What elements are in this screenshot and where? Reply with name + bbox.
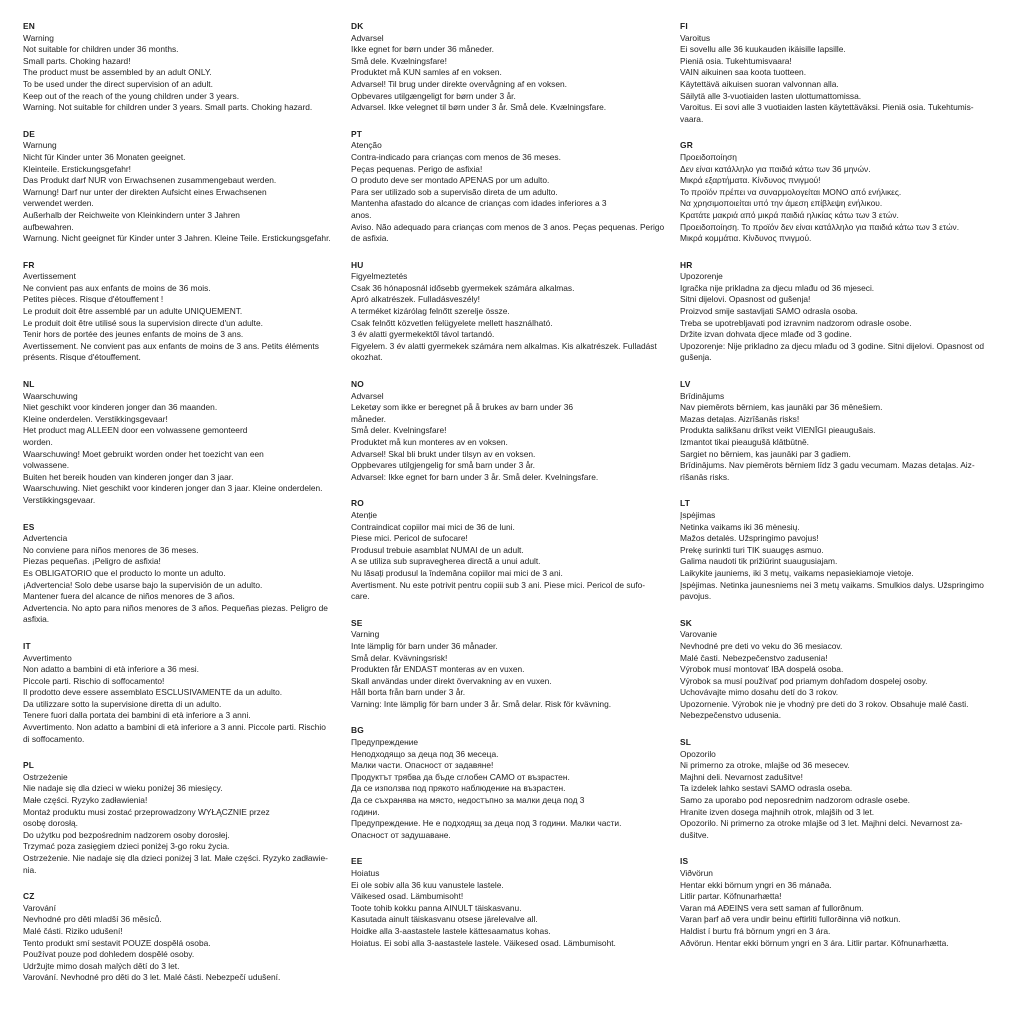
language-code: IT [23,640,31,651]
warning-text-line: Uchovávajte mimo dosahu detí do 3 rokov. [680,687,839,698]
language-column [351,21,669,964]
warning-text-line: Varan þarf að vera undir beinu eftirliti fullorðinna við notkun. [680,914,901,925]
warning-block-bg [351,725,669,841]
warning-text-line: Sargiet no bērniem, kas jaunāki par 3 gadiem. [680,448,851,459]
language-code: FR [23,259,35,270]
warning-text-line: Να χρησιμοποιείται υπό την άμεση επίβλεψη ενήλικου. [680,198,883,209]
warning-text-line: Držite izvan dohvata djece mlađe od 3 godine. [680,329,852,340]
language-code: HR [680,259,693,270]
warning-heading: Avertissement [23,271,76,282]
warning-text-line: Hoidke alla 3-aastastele lastele kättesaamatus kohas. [351,925,551,936]
language-code: PT [351,128,363,139]
warning-text-line: Verstikkingsgevaar. [23,494,96,505]
warning-text-line: Mantenha afastado do alcance de crianças com idades inferiores a 3 [351,198,607,209]
warning-text-line: Aviso. Não adequado para crianças com menos de 3 anos. Peças pequenas. Perigo [351,221,665,232]
warning-text-line: O produto deve ser montado APENAS por um adulto. [351,175,550,186]
warning-text-line: Opozorilo. Ni primerno za otroke mlajše od 3 let. Majhni delci. Nevarnost za- [680,818,963,829]
warning-block-nl [23,379,341,507]
warning-text-line: Προειδοποίηση. Το προϊόν δεν είναι κατάλληλο για παιδιά κάτω των 3 ετών. [680,221,960,232]
warning-text-line: Ni primerno za otroke, mlajše od 36 mesecev. [680,760,850,771]
warning-block-lv [680,379,998,483]
warning-text-line: Nicht für Kinder unter 36 Monaten geeignet. [23,151,186,162]
warning-block-sk [680,618,998,722]
warning-text-line: Litlir partar. Köfnunarhætta! [680,891,782,902]
warning-text-line: Varning: Inte lämplig för barn under 3 år. Små delar. Risk för kvävning. [351,698,612,709]
warning-text-line: Käytettävä aikuisen suoran valvonnan alla. [680,78,839,89]
warning-text-line: Nevhodné pre deti vo veku do 36 mesiacov. [680,640,843,651]
warning-text-line: Piccole parti. Rischio di soffocamento! [23,675,165,686]
warning-heading: Varování [23,902,56,913]
warning-heading: Advarsel [351,390,384,401]
language-code: PL [23,760,35,771]
language-code: BG [351,725,364,736]
warning-text-line: Varoitus. Ei sovi alle 3 vuotiaiden lasten käytettäväksi. Pieniä osia. Tukehtumis- [680,102,974,113]
warning-text-line: Το προϊόν πρέπει να συναρμολογείται ΜΟΝΟ από ενήλικες. [680,186,902,197]
warning-text-line: Mazas detaļas. Aizrīšanās risks! [680,413,800,424]
warning-text-line: Da utilizzare sotto la supervisione diretta di un adulto. [23,698,222,709]
warning-text-line: Да се използва под прякото наблюдение на възрастен. [351,783,566,794]
warning-text-line: Pieniä osia. Tukehtumisvaara! [680,55,792,66]
warning-text-line: Buiten het bereik houden van kinderen jonger dan 3 jaar. [23,471,234,482]
warning-text-line: Nav piemērots bērniem, kas jaunāki par 36 mēnešiem. [680,402,883,413]
warning-block-it [23,641,341,745]
warning-text-line: A se utiliza sub supravegherea directă a unui adult. [351,556,541,567]
language-code: LT [680,498,691,509]
warning-text-line: Le produit doit être utilisé sous la supervision directe d'un adulte. [23,317,263,328]
warning-text-line: worden. [23,437,53,447]
warning-text-line: ¡Advertencia! Solo debe usarse bajo la supervisión de un adulto. [23,579,263,590]
language-code: IS [680,856,689,867]
warning-text-line: Haldist í burtu frá börnum yngri en 3 ára. [680,925,831,936]
warning-heading: Opozorilo [680,748,716,759]
warning-text-line: Piese mici. Pericol de sufocare! [351,533,468,544]
warning-text-line: Opbevares utilgængeligt for børn under 3 år. [351,90,516,101]
language-code: RO [351,498,364,509]
warning-text-line: Varování. Nevhodné pro děti do 3 let. Malé části. Nebezpečí udušení. [23,972,281,983]
warning-text-line: Le produit doit être assemblé par un adulte UNIQUEMENT. [23,306,243,317]
warning-block-sl [680,737,998,841]
warning-text-line: Nu lăsați produsul la îndemâna copiilor mai mici de 3 ani. [351,567,563,578]
warning-text-line: Ikke egnet for børn under 36 måneder. [351,44,494,55]
warning-text-line: Produsul trebuie asamblat NUMAI de un adult. [351,544,524,555]
warning-text-line: Advarsel: Ikke egnet for barn under 3 år. Små deler. Kvelningsfare. [351,471,599,482]
warning-text-line: Malé části. Riziko udušení! [23,925,123,936]
warning-text-line: Waarschuwing! Moet gebruikt worden onder het toezicht van een [23,448,264,459]
warning-text-line: Advarsel! Til brug under direkte overvågning af en voksen. [351,78,568,89]
warning-text-line: Avertissement. Ne convient pas aux enfants de moins de 3 ans. Petits éléments [23,340,319,351]
warning-text-line: Mantener fuera del alcance de niños menores de 3 años. [23,591,235,602]
warning-heading: Brīdinājums [680,390,725,401]
warning-text-line: okozhat. [351,352,383,363]
warning-text-line: Produktet må kun monteres av en voksen. [351,437,508,447]
warning-text-line: Inte lämplig för barn under 36 månader. [351,640,498,651]
language-code: HU [351,259,364,270]
warning-text-line: rīšanās risks. [680,471,730,482]
warning-heading: Προειδοποίηση [680,151,737,162]
warning-text-line: A terméket kizárólag felnőtt szerelje össze. [351,306,510,317]
warning-text-line: години. [351,806,380,817]
language-code: CZ [23,891,35,902]
warning-text-line: Kasutada ainult täiskasvanu otsese järelevalve all. [351,914,538,925]
warning-text-line: Niet geschikt voor kinderen jonger dan 36 maanden. [23,402,218,413]
warning-text-line: måneder. [351,413,386,424]
warning-block-ee [351,856,669,949]
warning-heading: Figyelmeztetés [351,271,408,282]
warning-text-line: Izmantot tikai pieaugušā klātbūtnē. [680,437,809,447]
warning-text-line: Igračka nije prikladna za djecu mlađu od 36 mjeseci. [680,282,875,293]
warning-text-line: pavojus. [680,591,712,602]
warning-heading: Įspėjimas [680,509,716,520]
warning-block-pt [351,129,669,245]
warning-text-line: Неподходящо за деца под 36 месеца. [351,748,499,759]
warning-text-line: Μικρά κομμάτια. Κίνδυνος πνιγμού. [680,233,812,244]
warning-text-line: Brīdinājums. Nav piemērots bērniem līdz 3 gadu vecumam. Mazas detaļas. Aiz- [680,460,975,471]
warning-text-line: Advertencia. No apto para niños menores de 3 años. Pequeñas piezas. Peligro de [23,602,328,613]
warning-text-line: Varan má AÐEINS vera sett saman af fullorðnum. [680,902,864,913]
warning-text-line: Małe części. Ryzyko zadławienia! [23,795,148,806]
warning-block-pl [23,760,341,876]
warning-text-line: Sitni dijelovi. Opasnost od gušenja! [680,294,811,305]
warning-text-line: Petites pièces. Risque d'étouffement ! [23,294,164,305]
warning-block-hr [680,260,998,364]
warning-text-line: Да се съхранява на място, недостъпно за малки деца под 3 [351,795,585,806]
warning-block-is [680,856,998,949]
warning-text-line: Piezas pequeñas. ¡Peligro de asfixia! [23,556,161,567]
warning-text-line: Säilytä alle 3-vuotiaiden lasten ulottumattomissa. [680,90,862,101]
language-code: EE [351,856,363,867]
warning-text-line: Prekę surinkti turi TIK suaugęs asmuo. [680,544,824,555]
warning-text-line: Produkta salikšanu drīkst veikt VIENĪGI pieaugušais. [680,425,876,436]
warning-text-line: Apró alkatrészek. Fulladásveszély! [351,294,480,305]
warning-text-line: Hranite izven dosega majhnih otrok, mlajših od 3 let. [680,806,875,817]
warning-text-line: Håll borta från barn under 3 år. [351,687,466,698]
warning-text-line: 3 év alatti gyermekektől távol tartandó. [351,329,495,340]
warning-text-line: Warnung. Nicht geeignet für Kinder unter 3 Jahren. Kleine Teile. Erstickungsgefahr. [23,233,331,244]
warning-text-line: Contraindicat copiilor mai mici de 36 de luni. [351,521,515,532]
warning-text-line: Upozornenie. Výrobok nie je vhodný pre deti do 3 rokov. Obsahuje malé časti. [680,698,969,709]
warning-text-line: Advarsel! Skal bli brukt under tilsyn av en voksen. [351,448,536,459]
warning-text-line: Es OBLIGATORIO que el producto lo monte un adulto. [23,567,226,578]
warning-text-line: Hoiatus. Ei sobi alla 3-aastastele lastele. Väikesed osad. Lämbumisoht. [351,937,616,948]
warning-block-lt [680,498,998,602]
language-code: FI [680,21,688,31]
warning-heading: Varovanie [680,629,718,640]
language-column [680,21,998,964]
warning-text-line: Výrobok musí montovať IBA dospelá osoba. [680,664,844,675]
warning-text-line: Leketøy som ikke er beregnet på å brukes av barn under 36 [351,402,574,413]
warning-text-line: Aðvörun. Hentar ekki börnum yngri en 3 ára. Litlir partar. Köfnunarhætta. [680,937,949,948]
warning-text-line: aufbewahren. [23,221,74,232]
warning-block-ro [351,498,669,602]
warning-text-line: Ta izdelek lahko sestavi SAMO odrasla oseba. [680,783,853,794]
warning-heading: Atenție [351,509,378,520]
warning-heading: Varoitus [680,32,711,43]
warning-text-line: osobę dorosłą. [23,818,78,829]
warning-text-line: Ne convient pas aux enfants de moins de 36 mois. [23,282,211,293]
warning-text-line: Not suitable for children under 36 months. [23,44,179,55]
warning-text-line: Små dele. Kvælningsfare! [351,55,447,66]
warning-text-line: Avertisment. Nu este potrivit pentru copiii sub 3 ani. Piese mici. Pericol de sufo- [351,579,646,590]
warning-text-line: asfixia. [23,614,50,625]
warning-heading: Warnung [23,140,57,151]
warning-text-line: dušitve. [680,829,709,840]
warning-text-line: Warnung! Darf nur unter der direkten Aufsicht eines Erwachsenen [23,186,267,197]
warning-text-line: Oppbevares utilgjengelig for små barn under 3 år. [351,460,535,471]
language-code: LV [680,379,691,390]
warning-text-line: care. [351,591,370,602]
warning-text-line: Das Produkt darf NUR von Erwachsenen zusammengebaut werden. [23,175,277,186]
warning-text-line: Montaż produktu musi zostać przeprowadzony WYŁĄCZNIE przez [23,806,270,817]
warning-block-dk [351,21,669,114]
warning-block-hu [351,260,669,364]
warning-text-line: Hentar ekki börnum yngri en 36 mánaða. [680,879,832,890]
warning-text-line: Trzymać poza zasięgiem dzieci poniżej 3-go roku życia. [23,841,230,852]
warning-text-line: Avvertimento. Non adatto a bambini di età inferiore a 3 anni. Piccole parti. Rischio [23,722,326,733]
language-code: ES [23,521,35,532]
warning-text-line: Außerhalb der Reichweite von Kleinkindern unter 3 Jahren [23,209,240,220]
warning-text-line: Výrobok sa musí používať pod priamym dohľadom dospelej osoby. [680,675,928,686]
warning-block-fi [680,21,998,125]
warning-text-line: Do użytku pod bezpośrednim nadzorem osoby dorosłej. [23,829,230,840]
language-code: NO [351,379,364,390]
warning-text-line: Μικρά εξαρτήματα. Κίνδυνος πνιγμού! [680,175,821,186]
warning-text-line: Nevhodné pro děti mladší 36 měsíců. [23,914,162,925]
warning-block-de [23,129,341,245]
warning-text-line: Nebezpečenstvo udusenia. [680,710,782,721]
language-column [23,21,341,999]
language-code: NL [23,379,35,390]
warning-text-line: Väikesed osad. Lämbumisoht! [351,891,464,902]
warning-text-line: Galima naudoti tik prižiūrint suaugusiajam. [680,556,838,567]
warning-text-line: Tenere fuori dalla portata dei bambini di età inferiore a 3 anni. [23,710,251,721]
language-code: SE [351,617,363,628]
warning-text-line: gušenja. [680,352,712,363]
language-code: EN [23,21,36,31]
warning-text-line: Keep out of the reach of the young children under 3 years. [23,90,240,101]
warning-block-no [351,379,669,483]
warning-text-line: Samo za uporabo pod neposrednim nadzorom odrasle osebe. [680,795,910,806]
warning-text-line: Kleine onderdelen. Verstikkingsgevaar! [23,413,168,424]
warning-text-line: Treba se upotrebljavati pod izravnim nadzorom odrasle osobe. [680,317,912,328]
warning-text-line: Ei sovellu alle 36 kuukauden ikäisille lapsille. [680,44,846,55]
warning-text-line: Toote tohib kokku panna AINULT täiskasvanu. [351,902,522,913]
warning-text-line: Upozorenje: Nije prikladno za djecu mlađu od 3 godine. Sitni dijelovi. Opasnost od [680,340,985,351]
warning-heading: Ostrzeżenie [23,771,68,782]
language-code: DK [351,21,364,31]
language-code: GR [680,140,693,151]
warning-text-line: Malé časti. Nebezpečenstvo zadusenia! [680,652,828,663]
warning-text-line: Tento produkt smí sestavit POUZE dospělá osoba. [23,937,211,948]
warning-text-line: verwendet werden. [23,198,94,209]
warning-text-line: Kleinteile. Erstickungsgefahr! [23,163,131,174]
warning-text-line: Produktet må KUN samles af en voksen. [351,67,502,78]
language-code: DE [23,128,36,139]
language-code: SL [680,737,692,748]
warning-text-line: Csak 36 hónaposnál idősebb gyermekek számára alkalmas. [351,282,575,293]
warning-block-es [23,522,341,626]
warning-text-line: volwassene. [23,460,70,471]
warning-text-line: Ostrzeżenie. Nie nadaje się dla dzieci poniżej 3 lat. Małe części. Ryzyko zadławie- [23,853,328,863]
warning-text-line: Δεν είναι κατάλληλο για παιδιά κάτω των 36 μηνών. [680,163,871,174]
warning-text-line: de asfixia. [351,233,389,244]
warning-text-line: Non adatto a bambini di età inferiore a 36 mesi. [23,664,199,675]
warning-text-line: Majhni deli. Nevarnost zadušitve! [680,771,803,782]
warning-text-line: Netinka vaikams iki 36 mėnesių. [680,521,800,532]
warning-text-line: Laikykite jauniems, iki 3 metų, vaikams nepasiekiamoje vietoje. [680,567,914,578]
warning-block-en [23,21,341,114]
warning-block-gr [680,140,998,244]
warning-heading: Advertencia [23,533,68,544]
warning-text-line: VAIN aikuinen saa koota tuotteen. [680,67,807,78]
language-code: SK [680,617,693,628]
warning-text-line: présents. Risque d'étouffement. [23,352,141,363]
warning-heading: Varning [351,629,380,640]
warning-heading: Atenção [351,140,382,151]
warning-text-line: The product must be assembled by an adult ONLY. [23,67,212,78]
warning-heading: Advarsel [351,32,384,43]
warning-text-line: nia. [23,864,37,875]
warning-text-line: vaara. [680,113,704,124]
warning-text-line: Warning. Not suitable for children under 3 years. Small parts. Choking hazard. [23,102,313,113]
warning-text-line: To be used under the direct supervision of an adult. [23,78,213,89]
warning-text-line: Para ser utilizado sob a supervisão direta de um adulto. [351,186,558,197]
warning-text-line: Små delar. Kvävningsrisk! [351,652,448,663]
warning-text-line: Produkten får ENDAST monteras av en vuxen. [351,664,525,675]
warning-heading: Viðvörun [680,868,713,878]
warning-text-line: anos. [351,209,372,220]
warning-heading: Предупреждение [351,737,419,748]
warning-heading: Waarschuwing [23,390,78,401]
warning-heading: Warning [23,32,54,43]
warning-heading: Upozorenje [680,271,723,282]
warning-text-line: Tenir hors de portée des jeunes enfants de moins de 3 ans. [23,329,244,340]
warning-text-line: Ei ole sobiv alla 36 kuu vanustele lastele. [351,879,504,890]
warning-text-line: Het product mag ALLEEN door een volwassene gemonteerd [23,425,248,436]
warning-text-line: Používat pouze pod dohledem dospělé osoby. [23,949,195,960]
warning-text-line: Small parts. Choking hazard! [23,55,131,66]
warning-text-line: Advarsel. Ikke velegnet til børn under 3 år. Små dele. Kvælningsfare. [351,102,607,113]
warning-text-line: Κρατάτε μακριά από μικρά παιδιά ηλικίας κάτω των 3 ετών. [680,209,899,220]
warning-text-line: Skall användas under direkt övervakning av en vuxen. [351,675,552,686]
warning-text-line: Contra-indicado para crianças com menos de 36 meses. [351,151,561,162]
warning-text-line: Små deler. Kvelningsfare! [351,425,447,436]
warning-block-cz [23,891,341,984]
warning-text-line: Опасност от задушаване. [351,829,451,840]
warning-text-line: Csak felnőtt közvetlen felügyelete mellett használható. [351,317,553,328]
warning-block-se [351,618,669,711]
warning-text-line: Предупреждение. Не е подходящ за деца под 3 години. Малки части. [351,818,622,829]
warning-text-line: Proizvod smije sastavljati SAMO odrasla osoba. [680,306,858,317]
warning-text-line: Peças pequenas. Perigo de asfixia! [351,163,483,174]
warning-heading: Hoiatus [351,868,380,878]
warning-text-line: di soffocamento. [23,733,85,744]
warning-text-line: Mažos detalės. Užspringimo pavojus! [680,533,819,544]
warning-text-line: Nie nadaje się dla dzieci w wieku poniżej 36 miesięcy. [23,783,223,794]
warning-heading: Avvertimento [23,652,72,663]
warning-text-line: No conviene para niños menores de 36 meses. [23,544,199,555]
warning-text-line: Udržujte mimo dosah malých dětí do 3 let. [23,960,180,971]
warning-block-fr [23,260,341,364]
warning-text-line: Продуктът трябва да бъде сглобен САМО от възрастен. [351,771,570,782]
warning-text-line: Waarschuwing. Niet geschikt voor kinderen jonger dan 3 jaar. Kleine onderdelen. [23,483,323,494]
warning-text-line: Įspėjimas. Netinka jaunesniems nei 3 metų vaikams. Smulkios dalys. Užspringimo [680,579,984,590]
warning-text-line: Il prodotto deve essere assemblato ESCLUSIVAMENTE da un adulto. [23,687,283,698]
warning-text-line: Figyelem. 3 év alatti gyermekek számára nem alkalmas. Kis alkatrészek. Fulladást [351,340,657,351]
warning-text-line: Малки части. Опасност от задавяне! [351,760,494,771]
